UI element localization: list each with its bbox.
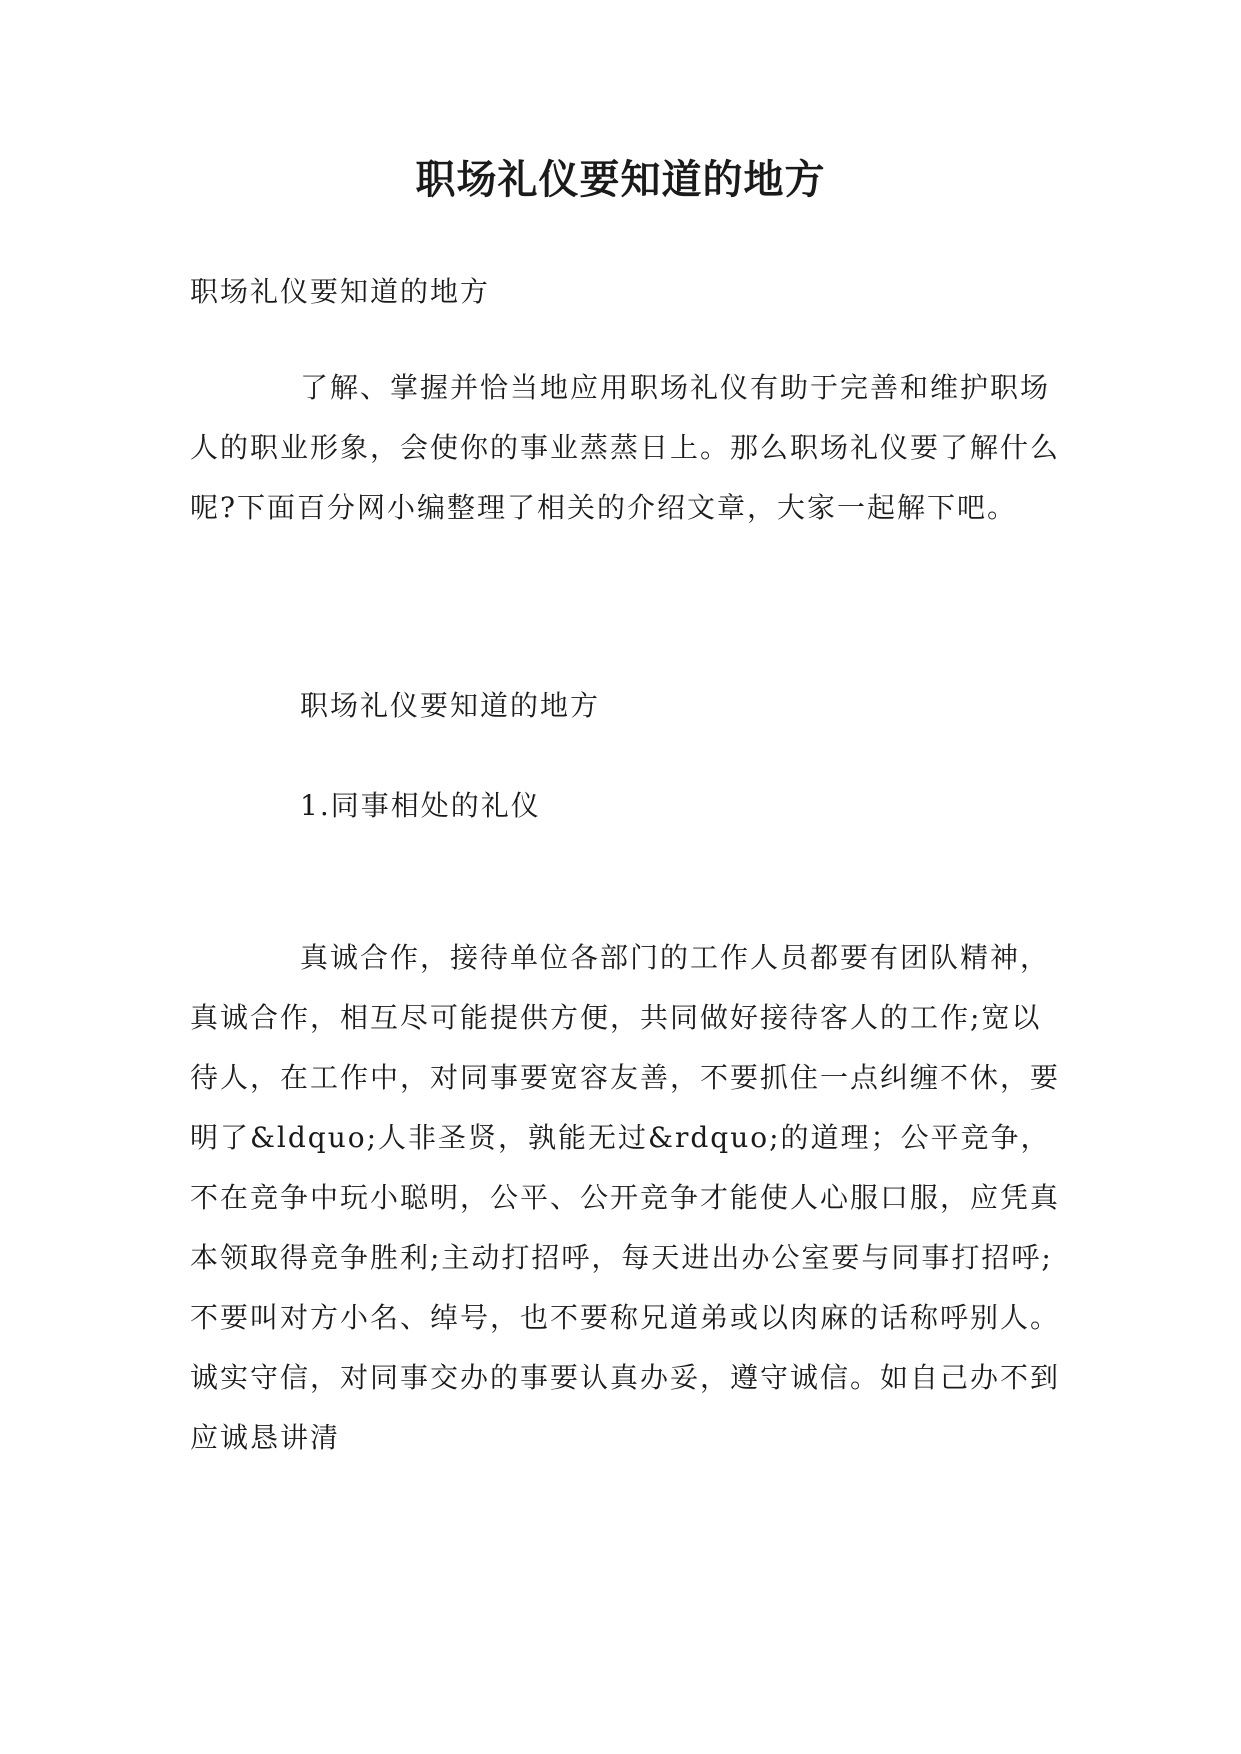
subsection-heading: 1.同事相处的礼仪 (300, 789, 541, 822)
document-title: 职场礼仪要知道的地方 (415, 156, 826, 203)
body-paragraph: 真诚合作，接待单位各部门的工作人员都要有团队精神，真诚合作，相互尽可能提供方便，共同做好接待客人的工作;宽以待人，在工作中，对同事要宽容友善，不要抓住一点纠缠不休，要明了&ldquo;人非圣贤，孰能无过&rdquo;的道理；公平竞争，不在竞争中玩小聪明，公平、公开竞争才能使人心服口服，应凭真本领取得竞争胜利;主动打招呼，每天进出办公室要与同事打招呼;不要叫对方小名、绰号，也不要称兄道弟或以肉麻的话称呼别人。诚实守信，对同事交办的事要认真办妥，遵守诚信。如自己办不到应诚恳讲清 (190, 941, 1061, 1454)
intro-paragraph: 了解、掌握并恰当地应用职场礼仪有助于完善和维护职场人的职业形象，会使你的事业蒸蒸日上。那么职场礼仪要了解什么呢?下面百分网小编整理了相关的介绍文章，大家一起解下吧。 (190, 371, 1061, 524)
section-heading: 职场礼仪要知道的地方 (300, 689, 601, 722)
lead-heading: 职场礼仪要知道的地方 (190, 275, 491, 308)
